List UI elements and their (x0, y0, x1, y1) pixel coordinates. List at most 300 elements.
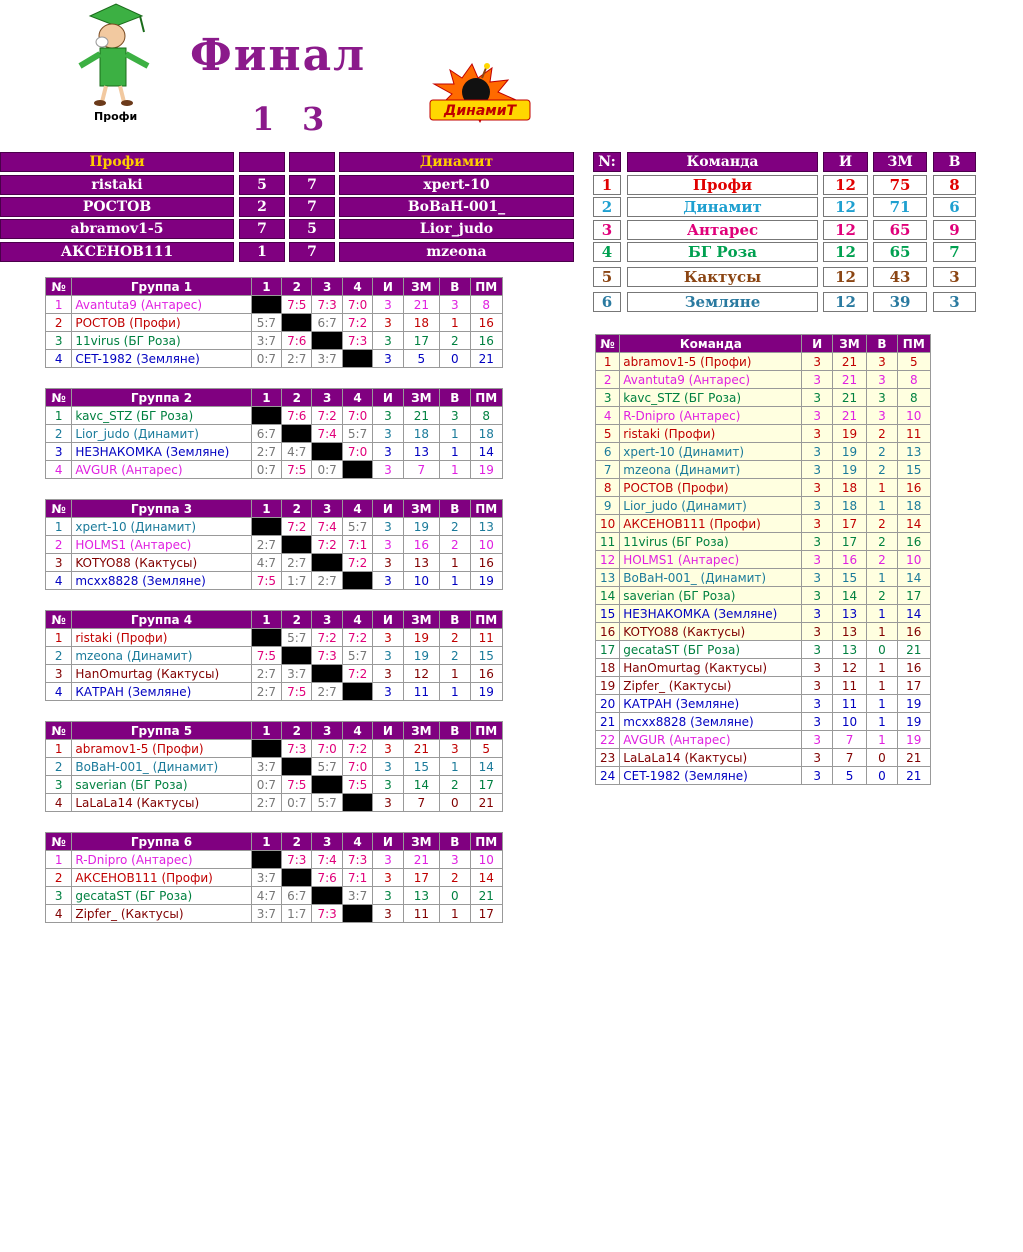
stat-v: 3 (867, 407, 897, 425)
stat-pm: 14 (470, 443, 503, 461)
player-name: ristaki (Профи) (72, 629, 251, 647)
stat-zm: 10 (832, 713, 866, 731)
match-result: 7:3 (312, 905, 342, 923)
stat-pm: 15 (897, 461, 930, 479)
player-name: РОСТОВ (Профи) (620, 479, 802, 497)
group-header-cell: ЗМ (403, 611, 439, 629)
match-result: 5:7 (342, 647, 372, 665)
stat-v: 1 (867, 677, 897, 695)
ranking-header: ЗМ (832, 335, 866, 353)
table-row (46, 296, 503, 314)
table-row (596, 353, 931, 371)
group-header-cell: ПМ (470, 833, 503, 851)
stat-zm: 13 (403, 443, 439, 461)
match-result: 2:7 (251, 443, 281, 461)
row-number: 3 (46, 776, 72, 794)
player-ranking-table (595, 334, 931, 785)
standings-header: ЗМ (873, 152, 927, 172)
match-result: 2:7 (251, 536, 281, 554)
stat-zm: 19 (832, 443, 866, 461)
group-header-cell: 1 (251, 722, 281, 740)
table-row (596, 623, 931, 641)
stat-v: 1 (440, 683, 470, 701)
match-result: 7:5 (251, 647, 281, 665)
group-header-cell: 3 (312, 500, 342, 518)
player-name: R-Dnipro (Антарес) (72, 851, 251, 869)
stat-v: 3 (867, 371, 897, 389)
stat-v: 3 (867, 389, 897, 407)
stat-i: 3 (373, 518, 403, 536)
rank-number: 16 (596, 623, 620, 641)
group-table (45, 388, 503, 479)
match-result: 7:2 (312, 407, 342, 425)
match-result: 7:5 (282, 461, 312, 479)
match-result: 7:3 (342, 332, 372, 350)
row-number: 3 (46, 887, 72, 905)
standings-cell: 75 (873, 175, 927, 195)
stat-i: 3 (802, 749, 832, 767)
table-row (596, 461, 931, 479)
stat-pm: 14 (897, 569, 930, 587)
stat-pm: 21 (897, 767, 930, 785)
player-name: gecataST (БГ Роза) (72, 887, 251, 905)
stat-v: 2 (867, 533, 897, 551)
table-row (46, 776, 503, 794)
stat-v: 2 (867, 515, 897, 533)
standings-cell: 12 (823, 197, 868, 217)
group-header-cell: ПМ (470, 611, 503, 629)
self-cell (251, 629, 281, 647)
stat-i: 3 (802, 587, 832, 605)
stat-v: 0 (440, 350, 470, 368)
match-result: 7:0 (342, 407, 372, 425)
stat-i: 3 (373, 683, 403, 701)
stat-v: 2 (867, 551, 897, 569)
stat-pm: 16 (470, 554, 503, 572)
stat-zm: 16 (832, 551, 866, 569)
table-row (596, 389, 931, 407)
stat-i: 3 (802, 371, 832, 389)
stat-zm: 21 (403, 407, 439, 425)
match-result: 7:2 (342, 314, 372, 332)
stat-i: 3 (373, 536, 403, 554)
match-result: 3:7 (251, 869, 281, 887)
self-cell (342, 572, 372, 590)
group-header-cell: И (373, 611, 403, 629)
rank-number: 15 (596, 605, 620, 623)
page-title: Финал (190, 30, 367, 81)
rank-number: 7 (596, 461, 620, 479)
stat-i: 3 (373, 407, 403, 425)
self-cell (342, 350, 372, 368)
group-header-cell: В (440, 500, 470, 518)
ranking-header: В (867, 335, 897, 353)
self-cell (342, 683, 372, 701)
stat-zm: 19 (832, 425, 866, 443)
group-header-cell: № (46, 722, 72, 740)
row-number: 4 (46, 905, 72, 923)
self-cell (251, 851, 281, 869)
rank-number: 8 (596, 479, 620, 497)
self-cell (251, 407, 281, 425)
group-title: Группа 1 (72, 278, 251, 296)
stat-i: 3 (802, 695, 832, 713)
stat-zm: 21 (403, 740, 439, 758)
stat-v: 2 (440, 332, 470, 350)
player-name: CET-1982 (Земляне) (620, 767, 802, 785)
player-name: R-Dnipro (Антарес) (620, 407, 802, 425)
stat-i: 3 (373, 554, 403, 572)
table-row (46, 683, 503, 701)
group-title: Группа 5 (72, 722, 251, 740)
stat-pm: 16 (470, 665, 503, 683)
stat-i: 3 (802, 479, 832, 497)
player-name: abramov1-5 (Профи) (620, 353, 802, 371)
self-cell (251, 740, 281, 758)
stat-i: 3 (373, 740, 403, 758)
row-number: 1 (46, 407, 72, 425)
group-header-cell: ЗМ (403, 500, 439, 518)
stat-i: 3 (373, 905, 403, 923)
stat-zm: 12 (832, 659, 866, 677)
stat-zm: 18 (403, 425, 439, 443)
group-header-cell: 2 (282, 833, 312, 851)
row-number: 3 (46, 665, 72, 683)
stat-pm: 11 (470, 629, 503, 647)
stat-v: 2 (867, 587, 897, 605)
group-table (45, 721, 503, 812)
group-header-cell: В (440, 389, 470, 407)
group-header-cell: 2 (282, 611, 312, 629)
match-home-score: 2 (239, 197, 285, 217)
rank-number: 6 (596, 443, 620, 461)
standings-cell: 4 (593, 242, 621, 262)
standings-header: N: (593, 152, 621, 172)
match-result: 7:6 (282, 407, 312, 425)
stat-zm: 7 (403, 461, 439, 479)
row-number: 3 (46, 554, 72, 572)
stat-zm: 13 (403, 887, 439, 905)
table-row (596, 713, 931, 731)
player-name: КАТРАН (Земляне) (620, 695, 802, 713)
stat-i: 3 (802, 677, 832, 695)
stat-i: 3 (802, 605, 832, 623)
stat-i: 3 (373, 332, 403, 350)
match-result: 5:7 (312, 758, 342, 776)
match-result: 7:3 (312, 647, 342, 665)
table-row (596, 407, 931, 425)
match-result: 7:2 (342, 740, 372, 758)
rank-number: 1 (596, 353, 620, 371)
rank-number: 3 (596, 389, 620, 407)
player-name: Zipfer_ (Кактусы) (72, 905, 251, 923)
stat-zm: 14 (832, 587, 866, 605)
stat-pm: 8 (897, 389, 930, 407)
player-name: Lior_judo (Динамит) (72, 425, 251, 443)
group-header-cell: ЗМ (403, 389, 439, 407)
standings-cell: 3 (933, 292, 976, 312)
profi-logo (72, 2, 158, 108)
stat-pm: 10 (897, 407, 930, 425)
match-result: 0:7 (282, 794, 312, 812)
stat-v: 0 (440, 887, 470, 905)
stat-i: 3 (802, 623, 832, 641)
stat-i: 3 (373, 851, 403, 869)
stat-zm: 5 (403, 350, 439, 368)
stat-i: 3 (802, 407, 832, 425)
row-number: 2 (46, 536, 72, 554)
stat-i: 3 (373, 296, 403, 314)
match-result: 7:6 (312, 869, 342, 887)
player-name: НЕЗНАКОМКА (Земляне) (620, 605, 802, 623)
stat-zm: 7 (832, 731, 866, 749)
player-name: mzeona (Динамит) (72, 647, 251, 665)
ranking-header: ПМ (897, 335, 930, 353)
table-row (46, 887, 503, 905)
standings-cell: 12 (823, 220, 868, 240)
match-home-score: 7 (239, 219, 285, 239)
match-result: 1:7 (282, 572, 312, 590)
match-result: 5:7 (342, 425, 372, 443)
match-result: 7:3 (282, 740, 312, 758)
group-header-cell: 3 (312, 722, 342, 740)
stat-zm: 18 (403, 314, 439, 332)
stat-zm: 10 (403, 572, 439, 590)
match-result: 6:7 (282, 887, 312, 905)
stat-pm: 13 (470, 518, 503, 536)
group-header-cell: И (373, 833, 403, 851)
stat-zm: 13 (403, 554, 439, 572)
group-title: Группа 6 (72, 833, 251, 851)
stat-zm: 14 (403, 776, 439, 794)
group-header-cell: 1 (251, 500, 281, 518)
stat-zm: 21 (832, 371, 866, 389)
rank-number: 11 (596, 533, 620, 551)
stat-i: 3 (802, 533, 832, 551)
player-name: HanOmurtag (Кактусы) (72, 665, 251, 683)
stat-v: 1 (867, 713, 897, 731)
stat-i: 3 (802, 731, 832, 749)
group-header-cell: 1 (251, 278, 281, 296)
stat-i: 3 (373, 887, 403, 905)
self-cell (251, 296, 281, 314)
self-cell (342, 794, 372, 812)
match-result: 7:5 (282, 776, 312, 794)
match-away-score: 7 (289, 242, 335, 262)
match-away-score: 7 (289, 197, 335, 217)
row-number: 1 (46, 629, 72, 647)
stat-pm: 10 (470, 851, 503, 869)
table-row (46, 350, 503, 368)
stat-pm: 19 (897, 695, 930, 713)
player-name: kavc_STZ (БГ Роза) (620, 389, 802, 407)
standings-cell: 39 (873, 292, 927, 312)
group-header-cell: И (373, 500, 403, 518)
stat-i: 3 (373, 869, 403, 887)
group-header-cell: 1 (251, 611, 281, 629)
standings-cell: 12 (823, 267, 868, 287)
group-header-cell: 2 (282, 722, 312, 740)
match-result: 2:7 (312, 683, 342, 701)
stat-zm: 11 (832, 677, 866, 695)
match-header-blank (239, 152, 285, 172)
table-row (596, 695, 931, 713)
standings-cell: Динамит (627, 197, 818, 217)
stat-v: 3 (440, 296, 470, 314)
group-header-cell: 1 (251, 833, 281, 851)
group-header-cell: 4 (342, 278, 372, 296)
stat-pm: 14 (897, 515, 930, 533)
stat-v: 1 (440, 554, 470, 572)
table-row (596, 641, 931, 659)
self-cell (282, 536, 312, 554)
match-result: 7:4 (312, 425, 342, 443)
match-home-score: 1 (239, 242, 285, 262)
stat-pm: 21 (470, 887, 503, 905)
rank-number: 24 (596, 767, 620, 785)
stat-pm: 15 (470, 647, 503, 665)
stat-i: 3 (373, 647, 403, 665)
stat-i: 3 (802, 461, 832, 479)
standings-cell: Кактусы (627, 267, 818, 287)
match-result: 7:1 (342, 536, 372, 554)
row-number: 2 (46, 647, 72, 665)
stat-pm: 16 (897, 479, 930, 497)
match-away-player: mzeona (339, 242, 574, 262)
stat-zm: 13 (832, 623, 866, 641)
stat-v: 1 (867, 695, 897, 713)
stat-v: 1 (867, 623, 897, 641)
standings-header: Команда (627, 152, 818, 172)
table-row (46, 461, 503, 479)
self-cell (312, 443, 342, 461)
stat-pm: 19 (470, 683, 503, 701)
rank-number: 10 (596, 515, 620, 533)
table-row (46, 443, 503, 461)
standings-cell: 12 (823, 242, 868, 262)
self-cell (312, 332, 342, 350)
stat-v: 1 (440, 425, 470, 443)
row-number: 4 (46, 350, 72, 368)
stat-v: 2 (440, 629, 470, 647)
match-result: 7:2 (312, 629, 342, 647)
row-number: 4 (46, 683, 72, 701)
rank-number: 17 (596, 641, 620, 659)
table-row (46, 314, 503, 332)
stat-i: 3 (802, 569, 832, 587)
match-result: 0:7 (312, 461, 342, 479)
stat-zm: 11 (403, 905, 439, 923)
row-number: 4 (46, 572, 72, 590)
stat-zm: 18 (832, 479, 866, 497)
stat-v: 1 (440, 572, 470, 590)
match-result: 6:7 (312, 314, 342, 332)
match-result: 5:7 (251, 314, 281, 332)
stat-v: 2 (440, 869, 470, 887)
stat-pm: 17 (470, 905, 503, 923)
stat-v: 1 (440, 443, 470, 461)
match-away-team: Динамит (339, 152, 574, 172)
match-result: 7:5 (282, 683, 312, 701)
stat-pm: 19 (897, 731, 930, 749)
group-header-cell: 2 (282, 389, 312, 407)
stat-i: 3 (373, 629, 403, 647)
match-home-player: АКСЕНОВ111 (0, 242, 234, 262)
stat-zm: 17 (832, 533, 866, 551)
player-name: Lior_judo (Динамит) (620, 497, 802, 515)
stat-zm: 21 (832, 353, 866, 371)
standings-header: И (823, 152, 868, 172)
match-result: 7:2 (312, 536, 342, 554)
group-header-cell: № (46, 389, 72, 407)
match-away-player: xpert-10 (339, 175, 574, 195)
table-row (46, 869, 503, 887)
group-header-cell: В (440, 833, 470, 851)
standings-cell: 5 (593, 267, 621, 287)
player-name: saverian (БГ Роза) (620, 587, 802, 605)
player-name: gecataST (БГ Роза) (620, 641, 802, 659)
row-number: 2 (46, 869, 72, 887)
stat-zm: 12 (403, 665, 439, 683)
stat-i: 3 (373, 794, 403, 812)
stat-v: 2 (440, 647, 470, 665)
stat-pm: 21 (470, 794, 503, 812)
stat-pm: 21 (897, 749, 930, 767)
standings-cell: 12 (823, 175, 868, 195)
standings-cell: БГ Роза (627, 242, 818, 262)
match-result: 3:7 (342, 887, 372, 905)
table-row (46, 629, 503, 647)
table-row (596, 533, 931, 551)
stat-v: 2 (867, 425, 897, 443)
stat-pm: 18 (897, 497, 930, 515)
stat-pm: 16 (897, 623, 930, 641)
match-result: 4:7 (251, 887, 281, 905)
ranking-header: И (802, 335, 832, 353)
self-cell (342, 461, 372, 479)
match-result: 7:0 (342, 443, 372, 461)
stat-i: 3 (802, 425, 832, 443)
group-title: Группа 2 (72, 389, 251, 407)
stat-i: 3 (373, 350, 403, 368)
stat-v: 1 (867, 569, 897, 587)
group-header-cell: И (373, 389, 403, 407)
self-cell (282, 758, 312, 776)
table-row (596, 767, 931, 785)
stat-zm: 19 (403, 518, 439, 536)
group-header-cell: ЗМ (403, 722, 439, 740)
stat-v: 1 (867, 731, 897, 749)
row-number: 1 (46, 851, 72, 869)
stat-v: 2 (440, 536, 470, 554)
rank-number: 4 (596, 407, 620, 425)
stat-pm: 17 (897, 587, 930, 605)
player-name: АКСЕНОВ111 (Профи) (72, 869, 251, 887)
player-name: НЕЗНАКОМКА (Земляне) (72, 443, 251, 461)
group-header-cell: И (373, 278, 403, 296)
stat-pm: 21 (897, 641, 930, 659)
stat-v: 1 (867, 659, 897, 677)
match-result: 3:7 (251, 332, 281, 350)
match-result: 1:7 (282, 905, 312, 923)
profi-logo-caption: Профи (94, 110, 138, 123)
table-row (596, 659, 931, 677)
standings-cell: Профи (627, 175, 818, 195)
match-result: 0:7 (251, 461, 281, 479)
rank-number: 14 (596, 587, 620, 605)
table-row (46, 905, 503, 923)
player-name: xpert-10 (Динамит) (72, 518, 251, 536)
